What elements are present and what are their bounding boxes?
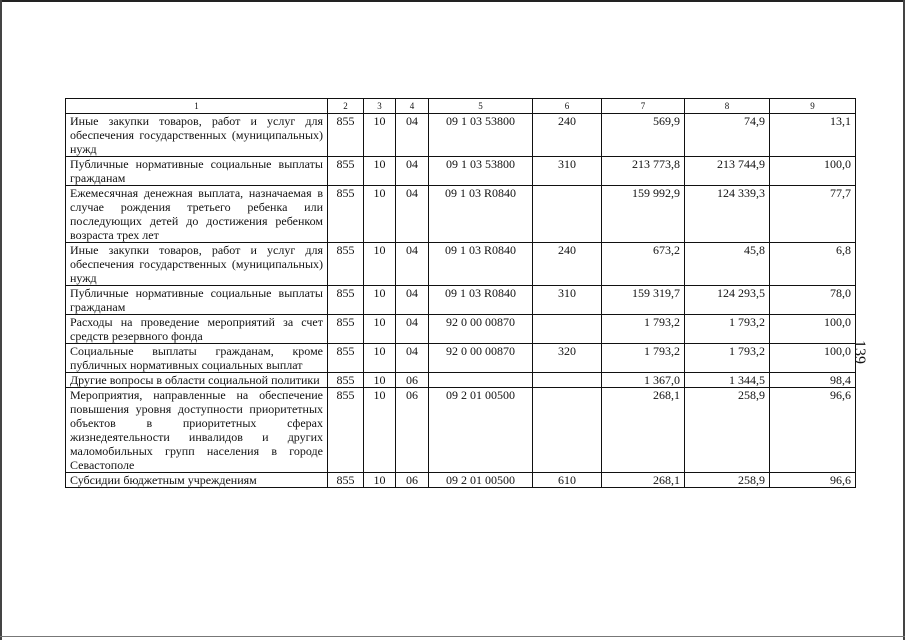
- row-target-article: 92 0 00 00870: [429, 344, 533, 373]
- row-section: 10: [364, 373, 396, 388]
- row-subsection: 04: [396, 243, 429, 286]
- row-percent: 77,7: [770, 186, 856, 243]
- row-ministry: 855: [328, 157, 364, 186]
- row-percent: 96,6: [770, 473, 856, 488]
- row-plan: 159 992,9: [602, 186, 685, 243]
- row-executed: 213 744,9: [685, 157, 770, 186]
- row-name: Социальные выплаты гражданам, кроме публичных нормативных социальных выплат: [66, 344, 328, 373]
- table-row: [66, 186, 856, 243]
- row-percent: 100,0: [770, 157, 856, 186]
- row-expense-type: [533, 186, 602, 243]
- budget-table: [65, 98, 856, 488]
- table-row: [66, 373, 856, 388]
- table-row: [66, 473, 856, 488]
- row-name: Иные закупки товаров, работ и услуг для обеспечения государственных (муниципальных) нужд: [66, 243, 328, 286]
- row-section: 10: [364, 473, 396, 488]
- header-row: [66, 99, 856, 114]
- row-executed: 1 793,2: [685, 344, 770, 373]
- row-section: 10: [364, 286, 396, 315]
- row-subsection: 04: [396, 344, 429, 373]
- row-ministry: 855: [328, 286, 364, 315]
- row-subsection: 04: [396, 286, 429, 315]
- header-col-9: 9: [770, 99, 856, 114]
- row-target-article: 09 1 03 53800: [429, 114, 533, 157]
- row-plan: 268,1: [602, 473, 685, 488]
- row-section: 10: [364, 186, 396, 243]
- row-section: 10: [364, 315, 396, 344]
- row-target-article: 09 1 03 53800: [429, 157, 533, 186]
- row-executed: 1 344,5: [685, 373, 770, 388]
- row-section: 10: [364, 157, 396, 186]
- table-row: [66, 388, 856, 473]
- row-subsection: 04: [396, 186, 429, 243]
- row-plan: 673,2: [602, 243, 685, 286]
- row-ministry: 855: [328, 186, 364, 243]
- row-subsection: 06: [396, 473, 429, 488]
- row-percent: 96,6: [770, 388, 856, 473]
- row-target-article: 09 2 01 00500: [429, 473, 533, 488]
- row-subsection: 06: [396, 388, 429, 473]
- row-name: Иные закупки товаров, работ и услуг для обеспечения государственных (муниципальных) нужд: [66, 114, 328, 157]
- row-ministry: 855: [328, 315, 364, 344]
- header-col-5: 5: [429, 99, 533, 114]
- row-plan: 569,9: [602, 114, 685, 157]
- row-plan: 1 793,2: [602, 344, 685, 373]
- row-expense-type: 610: [533, 473, 602, 488]
- row-executed: 1 793,2: [685, 315, 770, 344]
- table-row: [66, 114, 856, 157]
- scan-top-edge: [0, 0, 905, 2]
- row-expense-type: [533, 373, 602, 388]
- row-name: Субсидии бюджетным учреждениям: [66, 473, 328, 488]
- row-expense-type: 310: [533, 286, 602, 315]
- row-percent: 100,0: [770, 315, 856, 344]
- row-section: 10: [364, 114, 396, 157]
- row-name: Мероприятия, направленные на обеспечение повышения уровня доступности приоритетных объектов в приоритетных сферах жизнедеятельности инвалидов и других маломобильных групп населения в городе Севастополе: [66, 388, 328, 473]
- row-subsection: 06: [396, 373, 429, 388]
- row-expense-type: 310: [533, 157, 602, 186]
- row-percent: 100,0: [770, 344, 856, 373]
- row-percent: 98,4: [770, 373, 856, 388]
- scan-bottom-edge: [0, 636, 905, 637]
- row-ministry: 855: [328, 388, 364, 473]
- row-name: Расходы на проведение мероприятий за счет средств резервного фонда: [66, 315, 328, 344]
- row-plan: 213 773,8: [602, 157, 685, 186]
- page-number: 139: [851, 340, 868, 364]
- table-body: [66, 114, 856, 488]
- header-col-2: 2: [328, 99, 364, 114]
- row-target-article: 09 1 03 R0840: [429, 286, 533, 315]
- scan-left-edge: [0, 0, 2, 640]
- row-ministry: 855: [328, 473, 364, 488]
- row-expense-type: [533, 315, 602, 344]
- row-subsection: 04: [396, 315, 429, 344]
- row-plan: 1 367,0: [602, 373, 685, 388]
- row-target-article: 09 2 01 00500: [429, 388, 533, 473]
- row-section: 10: [364, 344, 396, 373]
- row-name: Публичные нормативные социальные выплаты гражданам: [66, 157, 328, 186]
- table-row: [66, 157, 856, 186]
- row-target-article: [429, 373, 533, 388]
- row-expense-type: [533, 388, 602, 473]
- header-col-4: 4: [396, 99, 429, 114]
- table-row: [66, 315, 856, 344]
- table-row: [66, 243, 856, 286]
- row-expense-type: 240: [533, 114, 602, 157]
- row-executed: 124 293,5: [685, 286, 770, 315]
- row-executed: 124 339,3: [685, 186, 770, 243]
- row-percent: 6,8: [770, 243, 856, 286]
- row-plan: 268,1: [602, 388, 685, 473]
- header-col-8: 8: [685, 99, 770, 114]
- row-target-article: 09 1 03 R0840: [429, 186, 533, 243]
- row-section: 10: [364, 243, 396, 286]
- row-percent: 78,0: [770, 286, 856, 315]
- header-col-3: 3: [364, 99, 396, 114]
- row-target-article: 92 0 00 00870: [429, 315, 533, 344]
- table-row: [66, 286, 856, 315]
- header-col-7: 7: [602, 99, 685, 114]
- row-ministry: 855: [328, 114, 364, 157]
- row-executed: 45,8: [685, 243, 770, 286]
- row-name: Ежемесячная денежная выплата, назначаемая в случае рождения третьего ребенка или последующих детей до достижения ребенком возраста трех лет: [66, 186, 328, 243]
- row-ministry: 855: [328, 373, 364, 388]
- row-section: 10: [364, 388, 396, 473]
- row-plan: 1 793,2: [602, 315, 685, 344]
- row-name: Другие вопросы в области социальной политики: [66, 373, 328, 388]
- row-name: Публичные нормативные социальные выплаты гражданам: [66, 286, 328, 315]
- row-executed: 258,9: [685, 473, 770, 488]
- row-expense-type: 320: [533, 344, 602, 373]
- row-percent: 13,1: [770, 114, 856, 157]
- row-expense-type: 240: [533, 243, 602, 286]
- row-target-article: 09 1 03 R0840: [429, 243, 533, 286]
- table-row: [66, 344, 856, 373]
- row-subsection: 04: [396, 114, 429, 157]
- header-col-1: 1: [66, 99, 328, 114]
- row-executed: 258,9: [685, 388, 770, 473]
- row-subsection: 04: [396, 157, 429, 186]
- row-ministry: 855: [328, 243, 364, 286]
- table-header: [66, 99, 856, 114]
- row-ministry: 855: [328, 344, 364, 373]
- row-executed: 74,9: [685, 114, 770, 157]
- row-plan: 159 319,7: [602, 286, 685, 315]
- header-col-6: 6: [533, 99, 602, 114]
